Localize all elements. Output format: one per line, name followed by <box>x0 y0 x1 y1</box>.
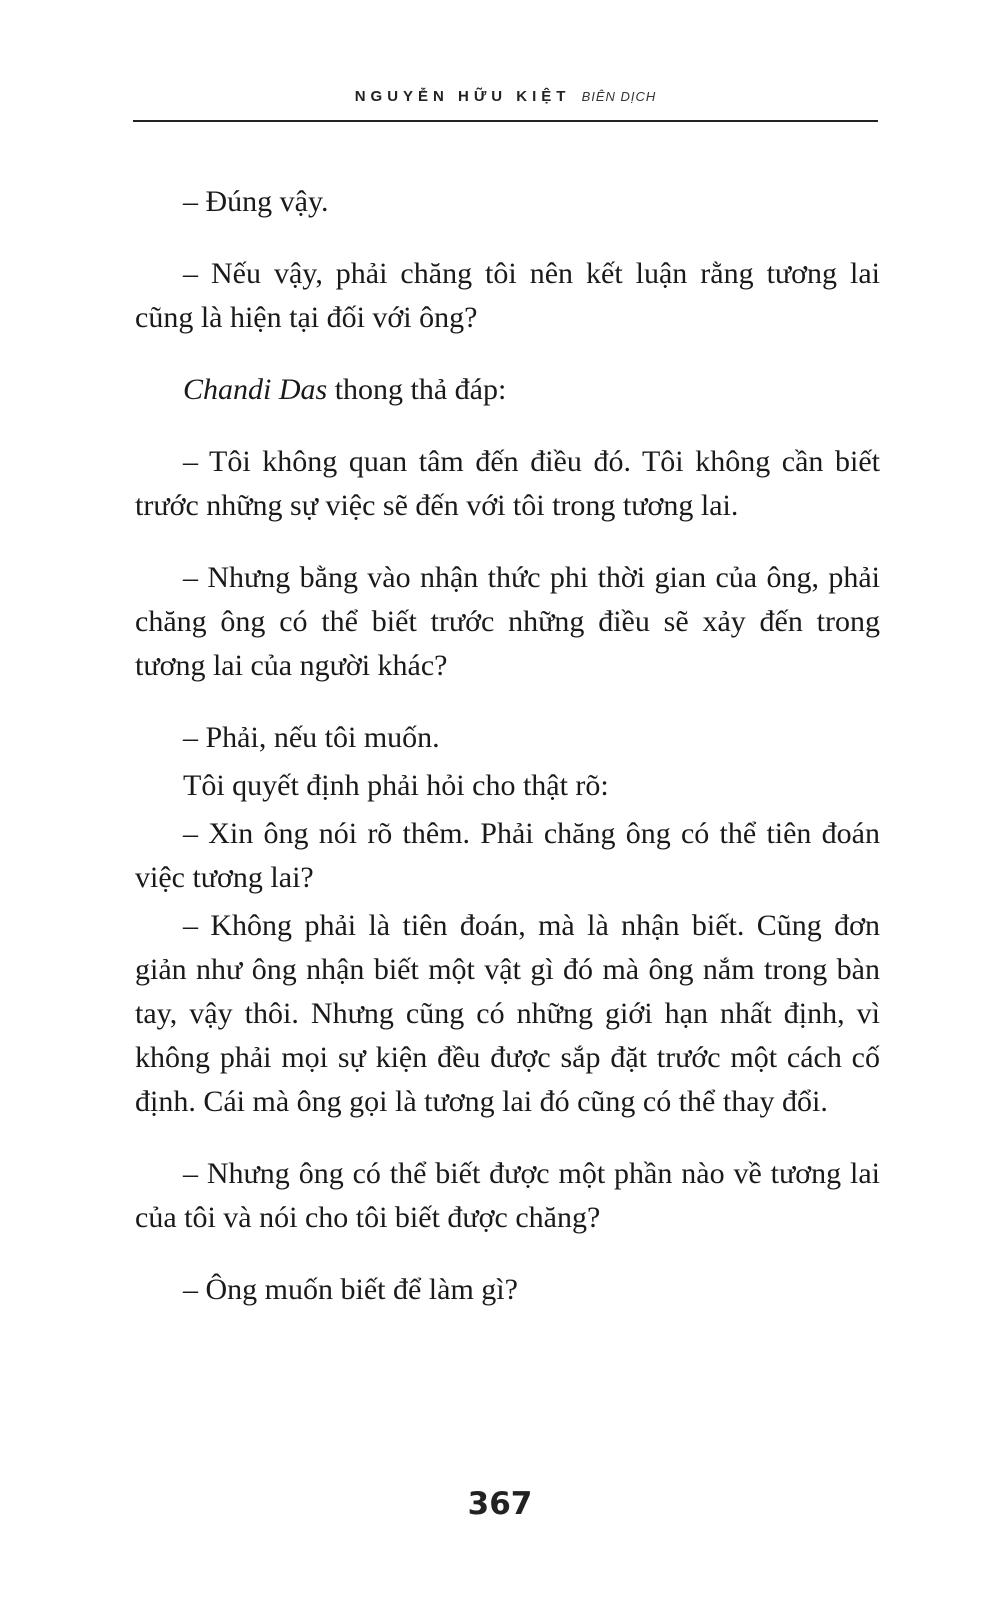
header-author: NGUYỄN HỮU KIỆT <box>354 88 571 105</box>
running-header <box>133 86 878 122</box>
paragraph: – Phải, nếu tôi muốn. <box>183 721 440 754</box>
paragraph: – Ông muốn biết để làm gì? <box>183 1273 518 1306</box>
speaker-name: Chandi Das <box>183 373 328 406</box>
paragraph: – Nhưng ông có thể biết được một phần nào về tương lai của tôi và nói cho tôi biết được chăng? <box>135 1157 880 1234</box>
header-role: BIÊN DỊCH <box>581 89 657 104</box>
paragraph: – Nếu vậy, phải chăng tôi nên kết luận rằng tương lai cũng là hiện tại đối với ông? <box>135 257 880 334</box>
paragraph: – Không phải là tiên đoán, mà là nhận biết. Cũng đơn giản như ông nhận biết một vật gì đó mà ông nắm trong bàn tay, vậy thôi. Nhưng cũng có những giới hạn nhất định, vì không phải mọi sự kiện đều được sắp đặt trước một cách cố định. Cái mà ông gọi là tương lai đó cũng có thể thay đổi. <box>135 909 880 1118</box>
body-text <box>135 180 880 1312</box>
paragraph-speaker <box>135 368 880 412</box>
paragraph: – Đúng vậy. <box>183 185 329 218</box>
page-number: 367 <box>467 1486 533 1522</box>
speaker-text: thong thả đáp: <box>327 373 507 406</box>
paragraph: Tôi quyết định phải hỏi cho thật rõ: <box>183 769 609 802</box>
paragraph: – Nhưng bằng vào nhận thức phi thời gian của ông, phải chăng ông có thể biết trước những điều sẽ xảy đến trong tương lai của người khác? <box>135 561 880 682</box>
paragraph: – Xin ông nói rõ thêm. Phải chăng ông có thể tiên đoán việc tương lai? <box>135 817 880 894</box>
paragraph: – Tôi không quan tâm đến điều đó. Tôi không cần biết trước những sự việc sẽ đến với tôi trong tương lai. <box>135 445 880 522</box>
